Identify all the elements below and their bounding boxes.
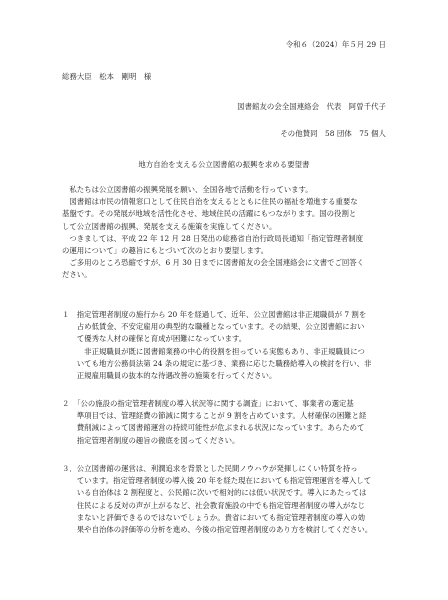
intro-line: して公立図書館の振興、発展を支える施策を実施してください。 [62,221,277,231]
request-item-1 [62,309,371,382]
item-line: 非正規職員が既に図書館業務の中心的役割を担っている実態もあり、非正規職員につ [62,346,365,356]
intro-line: 基盤です。その発展が地域を活性化させ、地域住民の活躍にもつながります。国の役割と [62,209,357,219]
document-title: 地方自治を支える公立図書館の振興を求める要望書 [138,160,310,169]
item-line: いる自治体は 2 割程度と、公民館に次いで相対的には低い状況です。導入にあたっては [62,488,367,498]
item-line: 占め低賃金、不安定雇用の典型的な職種となっています。その結果、公立図書館におい [62,322,365,332]
item-line: 住民による反対の声が上がるなど、社会教育施設の中でも指定管理者制度の導入がなじ [62,500,366,510]
sender-organization: 図書館友の会全国連絡会 代表 阿曽千代子 [237,102,386,111]
intro-line: つきましては、平成 22 年 12 月 28 日発出の総務省自治行政局長通知「指定管理者制度 [62,233,363,243]
intro-line: ご多用のところ恐縮ですが、6 月 30 日までに図書館友の会全国連絡会に文書でご回答く [62,258,365,268]
recipient: 総務大臣 松本 剛明 様 [62,72,152,81]
item-line: ています。指定管理者制度の導入後 20 年を経た現在においても指定管理運営を導入して [62,476,372,486]
item-line: 準項目では、管理経費の節減に関することが 9 割を占めています。人材確保の困難と経 [62,411,367,421]
item-line: ２ 「公の施設の指定管理者制度の導入状況等に関する調査」において、事業者の選定基 [62,399,354,408]
intro-line: の運用について」の趣旨にもとづいて次のとおり要望します。 [62,246,269,256]
intro-line: 私たちは公立図書館の振興発展を願い、全国各地で活動を行っています。 [62,185,313,194]
item-line: 指定管理者制度の趣旨の徹底を図ってください。 [62,435,240,445]
item-line: 費削減によって図書館運営の持続可能性が危ぶまれる状況になっています。あらためて [62,423,365,433]
item-line: いても地方公務員法第 24 条の規定に基づき、業務に応じた職務給導入の検討を行い、非 [62,358,372,368]
item-line: まないと評価できるのではないでしょうか。貴省においても指定管理者制度の導入の効 [62,512,366,522]
item-line: 正規雇用職員の抜本的な待遇改善の施策を行ってください。 [62,371,277,381]
cosigners: その他賛同 58 団体 75 個人 [280,129,386,138]
intro-paragraph [62,184,364,282]
request-item-3 [62,463,372,536]
item-line: １ 指定管理者制度の施行から 20 年を経過して、近年、公立図書館は非正規職員が 7 割を [62,310,367,319]
intro-line: ださい。 [62,270,92,280]
item-line: 果や自治体の評価等の分析を進め、今後の指定管理者制度のあり方を検討してください。 [62,525,373,535]
letter-date: 令和６（2024）年５月 29 日 [285,40,386,49]
request-item-2 [62,398,366,447]
intro-line: 図書館は市民の情報窓口として住民自治を支えるとともに住民の福祉を増進する重要な [62,197,358,207]
item-line: て優秀な人材の確保と育成が困難になっています。 [62,334,247,344]
item-line: ３．公立図書館の運営は、利潤追求を背景とした民間ノウハウが発揮しにくい特質を持っ [62,464,358,473]
